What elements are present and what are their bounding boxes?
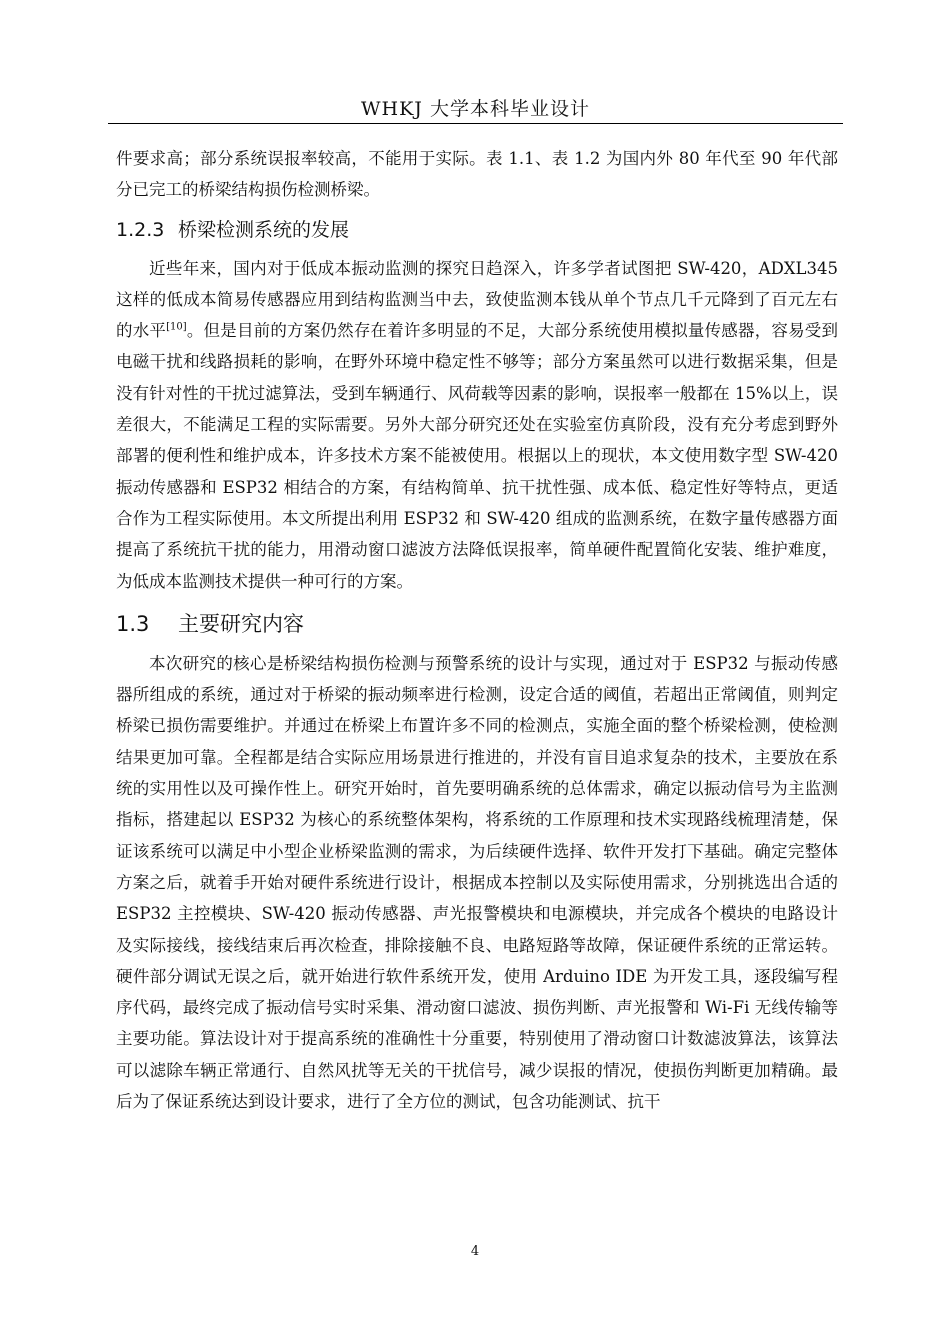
paragraph-development	[116, 253, 838, 597]
paragraph-text: 近些年来，国内对于低成本振动监测的探究日趋深入，许多学者试图把 SW-420，ADXL345 这样的低成本简易传感器应用到结构监测当中去，致使监测本钱从单个节点几千元降到了百元左右的水平	[116, 258, 838, 341]
page-header: WHKJ 大学本科毕业设计	[361, 98, 590, 120]
section-title: 主要研究内容	[178, 611, 304, 636]
header-rule	[108, 123, 843, 124]
section-number: 1.3	[116, 611, 150, 636]
subsection-heading-1-2-3	[116, 213, 838, 247]
paragraph-text: 。但是目前的方案仍然存在着许多明显的不足，大部分系统使用模拟量传感器，容易受到电磁干扰和线路损耗的影响，在野外环境中稳定性不够等；部分方案虽然可以进行数据采集，但是没有针对性的干扰过滤算法，受到车辆通行、风荷载等因素的影响，误报率一般都在 15%以上，误差很大，不能满足工程的实际需要。另外大部分研究还处在实验室仿真阶段，没有充分考虑到野外部署的便利性和维护成本，许多技术方案不能被使用。根据以上的现状，本文使用数字型 SW-420 振动传感器和 ESP32 相结合的方案，有结构简单、抗干扰性强、成本低、稳定性好等特点，更适合作为工程实际使用。本文所提出利用 ESP32 和 SW-420 组成的监测系统，在数字量传感器方面提高了系统抗干扰的能力，用滑动窗口滤波方法降低误报率，简单硬件配置简化安装、维护难度，为低成本监测技术提供一种可行的方案。	[116, 321, 839, 591]
paragraph-continuation: 件要求高；部分系统误报率较高，不能用于实际。表 1.1、表 1.2 为国内外 80 年代至 90 年代部分已完工的桥梁结构损伤检测桥梁。	[116, 149, 838, 200]
page-body	[116, 143, 838, 1117]
section-heading-1-3	[116, 606, 838, 642]
page-number: 4	[470, 1244, 480, 1259]
citation-reference: [10]	[166, 321, 187, 333]
subsection-number: 1.2.3	[116, 218, 165, 241]
paragraph-research-content: 本次研究的核心是桥梁结构损伤检测与预警系统的设计与实现，通过对于 ESP32 与振动传感器所组成的系统，通过对于桥梁的振动频率进行检测，设定合适的阈值，若超出正常阈值，则判定桥梁已损伤需要维护。并通过在桥梁上布置许多不同的检测点，实施全面的整个桥梁检测，使检测结果更加可靠。全程都是结合实际应用场景进行推进的，并没有盲目追求复杂的技术，主要放在系统的实用性以及可操作性上。研究开始时，首先要明确系统的总体需求，确定以振动信号为主监测指标，搭建起以 ESP32 为核心的系统整体架构，将系统的工作原理和技术实现路线梳理清楚，保证该系统可以满足中小型企业桥梁监测的需求，为后续硬件选择、软件开发打下基础。确定完整体方案之后，就着手开始对硬件系统进行设计，根据成本控制以及实际使用需求，分别挑选出合适的 ESP32 主控模块、SW-420 振动传感器、声光报警模块和电源模块，并完成各个模块的电路设计及实际接线，接线结束后再次检查，排除接触不良、电路短路等故障，保证硬件系统的正常运转。硬件部分调试无误之后，就开始进行软件系统开发，使用 Arduino IDE 为开发工具，逐段编写程序代码，最终完成了振动信号实时采集、滑动窗口滤波、损伤判断、声光报警和 Wi-Fi 无线传输等主要功能。算法设计对于提高系统的准确性十分重要，特别使用了滑动窗口计数滤波算法，该算法可以滤除车辆正常通行、自然风扰等无关的干扰信号，减少误报的情况，使损伤判断更加精确。最后为了保证系统达到设计要求，进行了全方位的测试，包含功能测试、抗干	[116, 653, 838, 1112]
subsection-title: 桥梁检测系统的发展	[178, 218, 350, 241]
